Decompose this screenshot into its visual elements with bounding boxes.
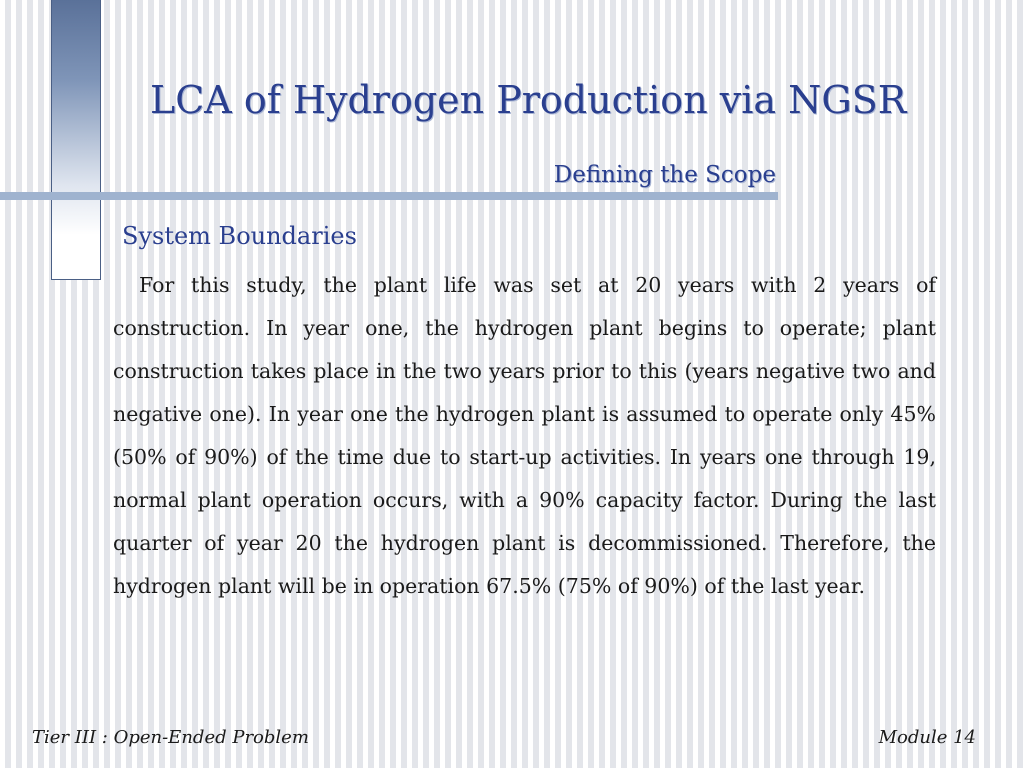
footer-tier-label: Tier III : Open-Ended Problem [32, 727, 309, 748]
section-heading: System Boundaries [122, 222, 357, 250]
body-paragraph: For this study, the plant life was set at 20 years with 2 years of construction. In year one, the hydrogen plant begins to operate; plant construction takes place in the two years prior to this (years negative two and negative one). In year one the hydrogen plant is assumed to operate only 45% (50% of 90%) of the time due to start-up activities. In years one through 19, normal plant operation occurs, with a 90% capacity factor. During the last quarter of year 20 the hydrogen plant is decommissioned. Therefore, the hydrogen plant will be in operation 67.5% (75% of 90%) of the last year. [113, 273, 936, 598]
slide-subtitle: Defining the Scope [553, 162, 776, 188]
decorative-side-bar [51, 0, 101, 280]
footer-module-label: Module 14 [878, 727, 976, 748]
slide-title: LCA of Hydrogen Production via NGSR [150, 78, 907, 122]
subtitle-underline-rule [0, 192, 778, 200]
